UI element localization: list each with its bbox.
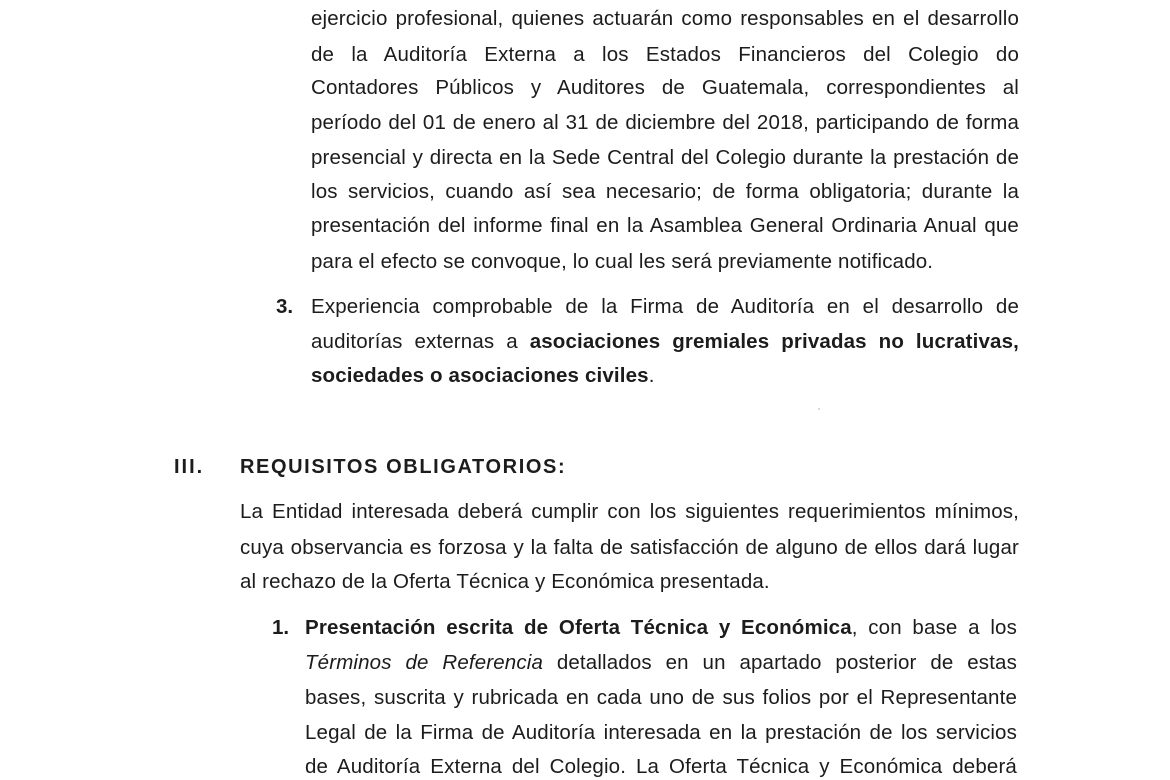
item3-line-3-end: . <box>648 364 655 387</box>
req1-line-1 <box>305 613 1017 643</box>
item2-line-7: presentación del informe final en la Asamblea General Ordinaria Anual que <box>311 214 1019 237</box>
item3-line-2 <box>311 327 1019 357</box>
item2-line-8: para el efecto se convoque, lo cual les será previamente notificado. <box>311 250 934 273</box>
section-number: III. <box>174 456 205 478</box>
section-title: REQUISITOS OBLIGATORIOS: <box>240 456 567 478</box>
req1-line-4: Legal de la Firma de Auditoría interesada en la prestación de los servicios <box>305 721 1017 744</box>
req1-line-2 <box>305 648 1017 678</box>
req1-line-2-after: detallados en un apartado posterior de estas <box>543 651 1017 674</box>
item2-line-1: ejercicio profesional, quienes actuarán como responsables en el desarrollo <box>311 7 1019 30</box>
req1-line-5: de Auditoría Externa del Colegio. La Oferta Técnica y Económica deberá <box>305 755 1017 778</box>
req1-number: 1. <box>272 616 290 639</box>
req1-line-3: bases, suscrita y rubricada en cada uno de sus folios por el Representante <box>305 686 1017 709</box>
item3-number: 3. <box>276 295 294 318</box>
item2-line-4: período del 01 de enero al 31 de diciembre del 2018, participando de forma <box>311 111 1019 134</box>
req1-title-bold: Presentación escrita de Oferta Técnica y Económica <box>305 616 852 639</box>
item3-line-1: Experiencia comprobable de la Firma de Auditoría en el desarrollo de <box>311 295 1019 318</box>
req1-title-after: , con base a los <box>851 616 1017 639</box>
scan-speck <box>818 408 820 410</box>
req1-terms-italic: Términos de Referencia <box>305 651 544 674</box>
section-intro-line-3: al rechazo de la Oferta Técnica y Económica presentada. <box>240 570 770 593</box>
item3-line-2-bold: asociaciones gremiales privadas no lucrativas, <box>529 330 1019 353</box>
item2-line-6: los servicios, cuando así sea necesario; de forma obligatoria; durante la <box>311 180 1019 203</box>
item3-line-3 <box>311 361 655 391</box>
item3-line-3-bold: sociedades o asociaciones civiles <box>311 364 649 387</box>
section-intro-line-2: cuya observancia es forzosa y la falta de satisfacción de alguno de ellos dará lugar <box>240 536 1019 559</box>
section-intro-line-1: La Entidad interesada deberá cumplir con los siguientes requerimientos mínimos, <box>240 500 1019 523</box>
item2-line-5: presencial y directa en la Sede Central del Colegio durante la prestación de <box>311 146 1019 169</box>
item2-line-2: de la Auditoría Externa a los Estados Financieros del Colegio do <box>311 43 1019 66</box>
item2-line-3: Contadores Públicos y Auditores de Guatemala, correspondientes al <box>311 76 1019 99</box>
item3-line-2-plain: auditorías externas a <box>311 330 530 353</box>
